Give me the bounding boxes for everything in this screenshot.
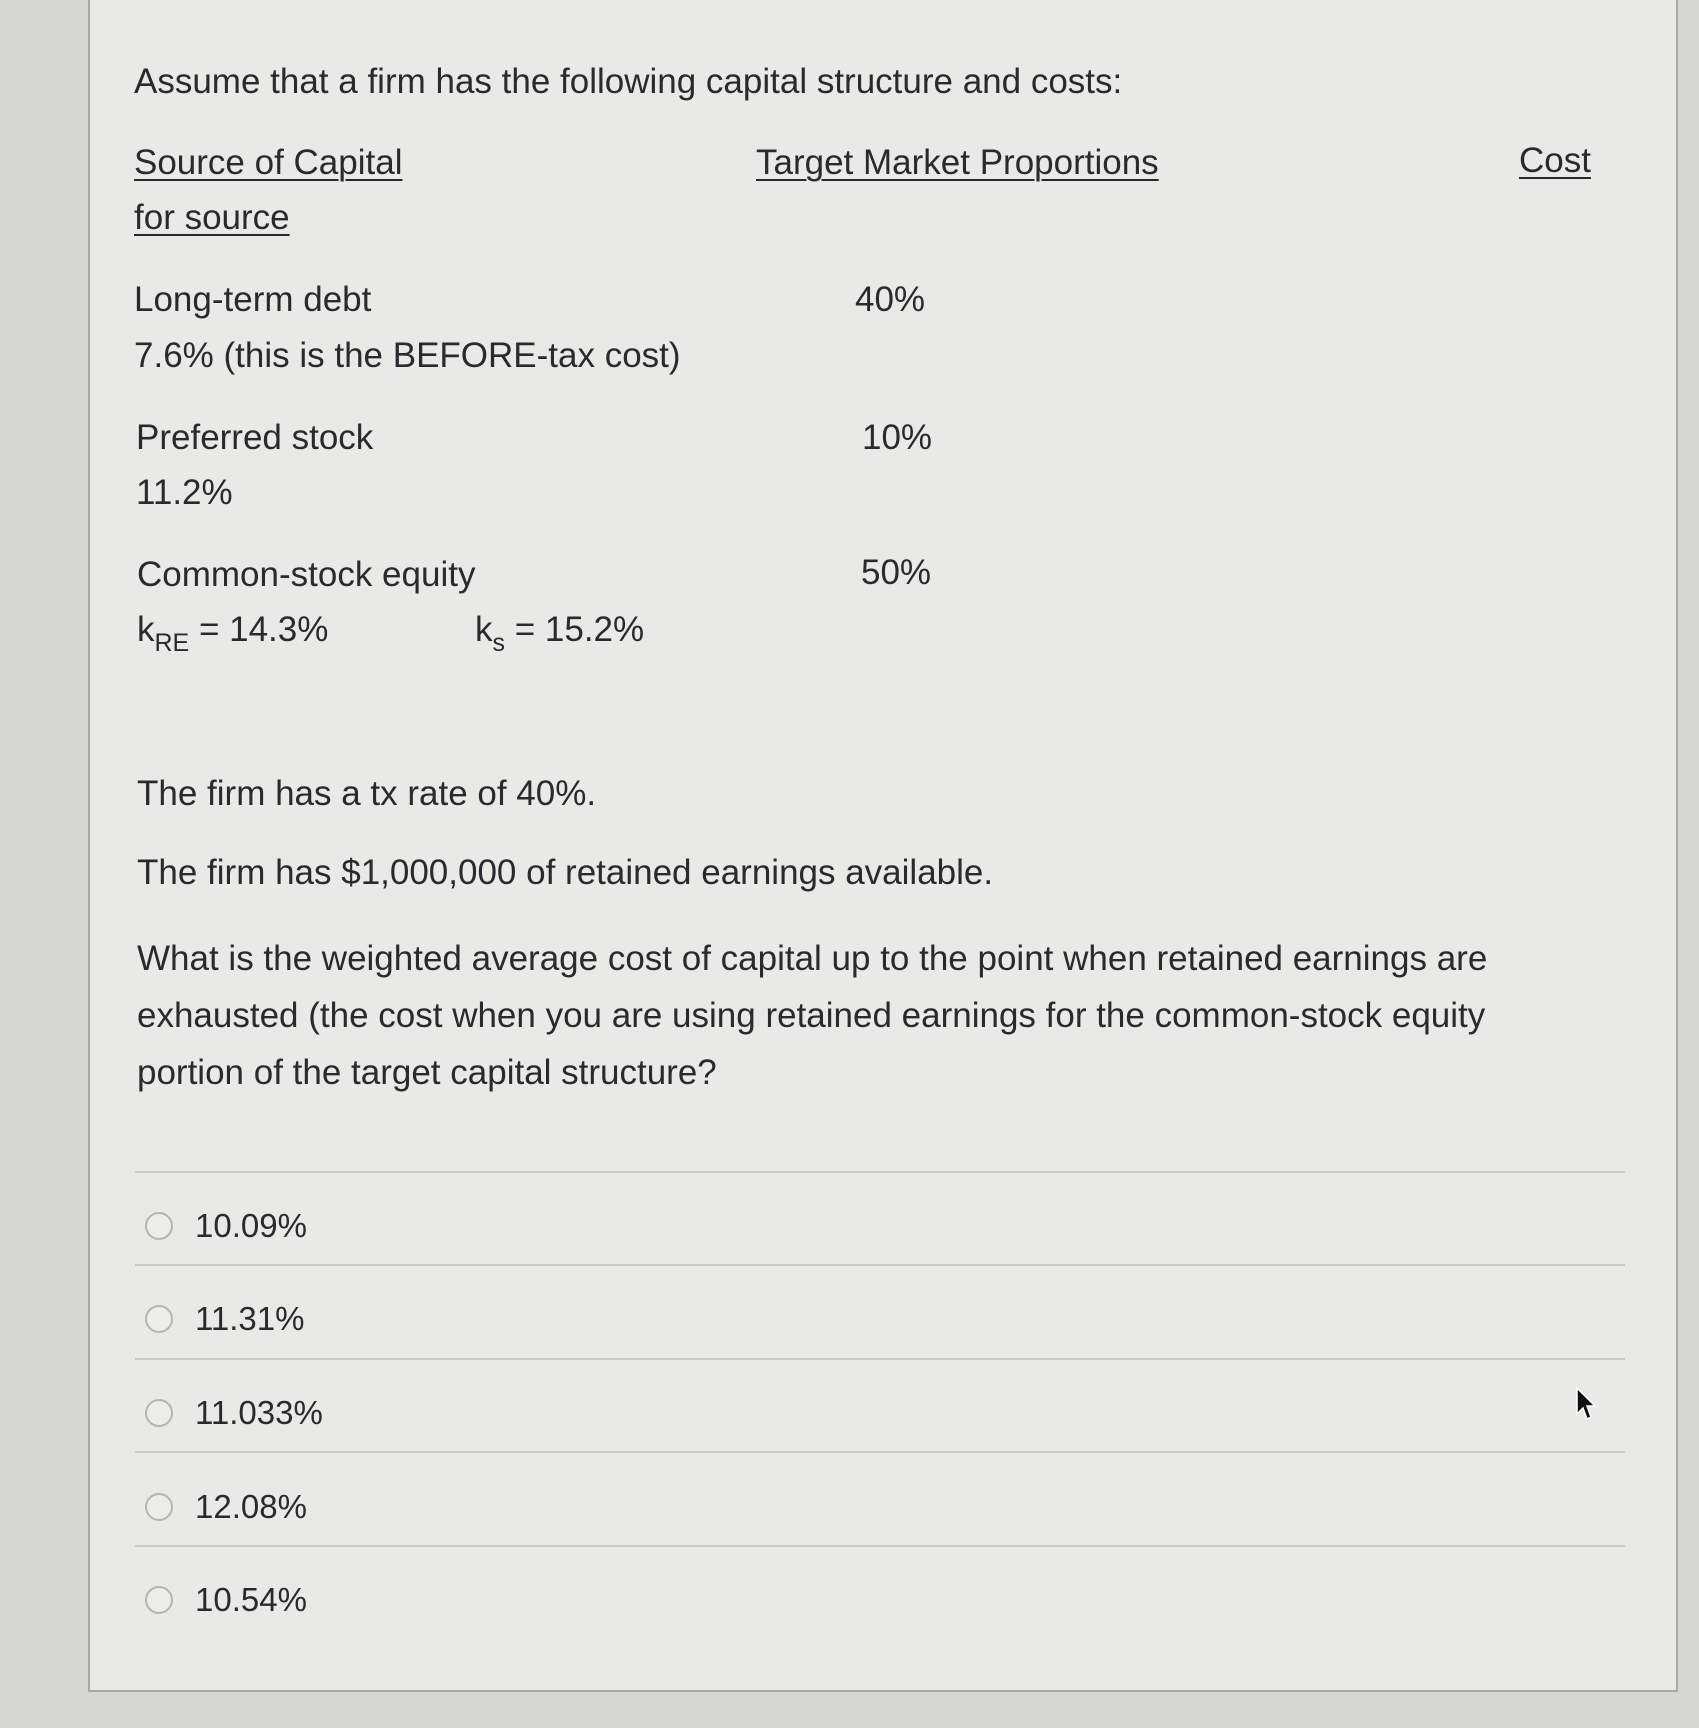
kre-subscript: RE <box>154 629 190 657</box>
answer-option-1[interactable] <box>145 1201 307 1251</box>
row-proportion-long-term-debt: 40% <box>855 280 926 319</box>
row-cost-long-term-debt: 7.6% (this is the BEFORE-tax cost) <box>134 336 681 375</box>
row-source-common-stock-equity: Common-stock equity <box>137 555 476 594</box>
header-cost-continuation: for source <box>134 198 290 237</box>
ks-symbol: k <box>475 610 493 649</box>
radio-button-icon[interactable] <box>145 1399 173 1427</box>
radio-button-icon[interactable] <box>145 1305 173 1333</box>
tax-statement: The firm has a tx rate of 40%. <box>137 774 597 813</box>
option-divider <box>135 1171 1625 1173</box>
answer-option-label: 10.54% <box>195 1581 307 1618</box>
cost-kre <box>137 610 329 657</box>
header-cost: Cost <box>1519 141 1591 180</box>
ks-subscript: s <box>492 629 505 657</box>
row-proportion-common-stock-equity: 50% <box>861 553 932 592</box>
answer-option-label: 10.09% <box>195 1207 307 1244</box>
option-divider <box>135 1264 1625 1266</box>
answer-option-label: 12.08% <box>195 1488 307 1525</box>
row-proportion-preferred-stock: 10% <box>862 418 933 457</box>
intro-text: Assume that a firm has the following capital structure and costs: <box>134 62 1123 101</box>
cost-ks <box>475 610 645 657</box>
kre-symbol: k <box>137 610 155 649</box>
option-divider <box>135 1451 1625 1453</box>
question-panel <box>88 0 1678 1692</box>
answer-option-3[interactable] <box>145 1388 323 1438</box>
answer-option-5[interactable] <box>145 1575 307 1625</box>
row-source-long-term-debt: Long-term debt <box>134 280 372 319</box>
header-target-market-proportions: Target Market Proportions <box>756 143 1159 182</box>
option-divider <box>135 1545 1625 1547</box>
ks-value: = 15.2% <box>505 610 645 649</box>
answer-option-4[interactable] <box>145 1482 307 1532</box>
answer-option-2[interactable] <box>145 1294 304 1344</box>
row-cost-preferred-stock: 11.2% <box>136 473 233 512</box>
answer-option-label: 11.31% <box>195 1300 305 1337</box>
kre-value: = 14.3% <box>189 610 329 649</box>
question-text: What is the weighted average cost of capital up to the point when retained earnings are exhausted (the cost when you are using retained earnings for the common-stock equity portion of the target capital structure? <box>137 939 1488 1092</box>
option-divider <box>135 1358 1625 1360</box>
row-source-preferred-stock: Preferred stock <box>136 418 374 457</box>
mouse-pointer-icon <box>1575 1386 1599 1422</box>
radio-button-icon[interactable] <box>145 1493 173 1521</box>
header-source-of-capital: Source of Capital <box>134 143 403 182</box>
answer-option-label: 11.033% <box>195 1394 323 1431</box>
retained-earnings-statement: The firm has $1,000,000 of retained earnings available. <box>137 853 994 892</box>
radio-button-icon[interactable] <box>145 1212 173 1240</box>
radio-button-icon[interactable] <box>145 1586 173 1614</box>
